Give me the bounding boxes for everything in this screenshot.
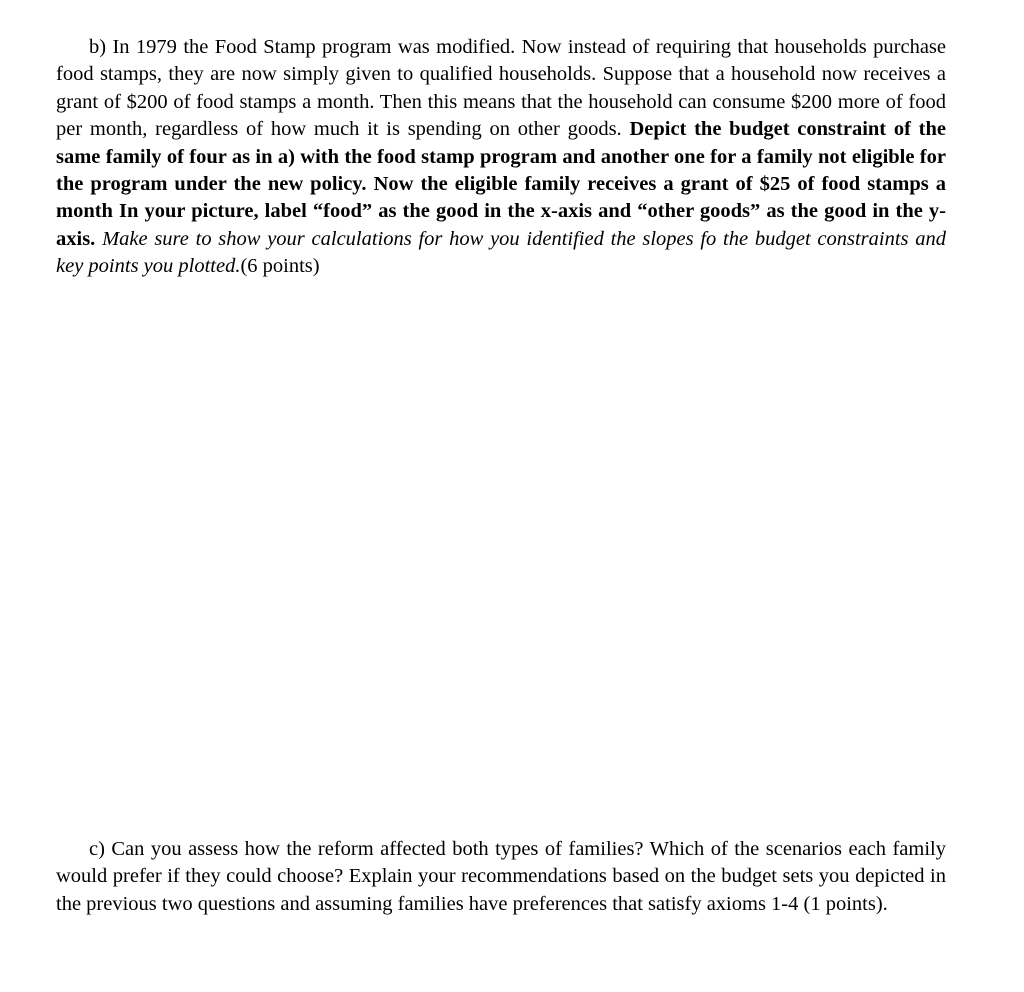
part-b-bold-instruction: Depict the budget constraint of the same family of four as in a) with the food stamp program and another one for a family not eligible for the program under the new policy. Now the eligible family receives a grant of $25 of food stamps a month In your picture, label “food” as the good in the x-axis and “other goods” as the good in the y-axis. xyxy=(56,118,947,250)
question-part-b-paragraph xyxy=(56,34,946,281)
question-part-b xyxy=(56,34,946,281)
part-b-italic-instruction: Make sure to show your calculations for how you identified the slopes fo the budget constraints and key points you plotted. xyxy=(56,227,946,278)
part-b-points: (6 points) xyxy=(240,255,320,278)
part-b-intro-text: b) In 1979 the Food Stamp program was modified. Now instead of requiring that households purchase food stamps, they are now simply given to qualified households. Suppose that a household now receives a grant of $200 of food stamps a month. Then this means that the household can consume $200 more of food per month, regardless of how much it is spending on other goods. xyxy=(56,36,946,141)
question-part-c xyxy=(56,836,946,918)
question-part-c-paragraph: c) Can you assess how the reform affected both types of families? Which of the scenarios each family would prefer if they could choose? Explain your recommendations based on the budget sets you depicted in the previous two questions and assuming families have preferences that satisfy axioms 1-4 (1 points). xyxy=(56,838,946,915)
